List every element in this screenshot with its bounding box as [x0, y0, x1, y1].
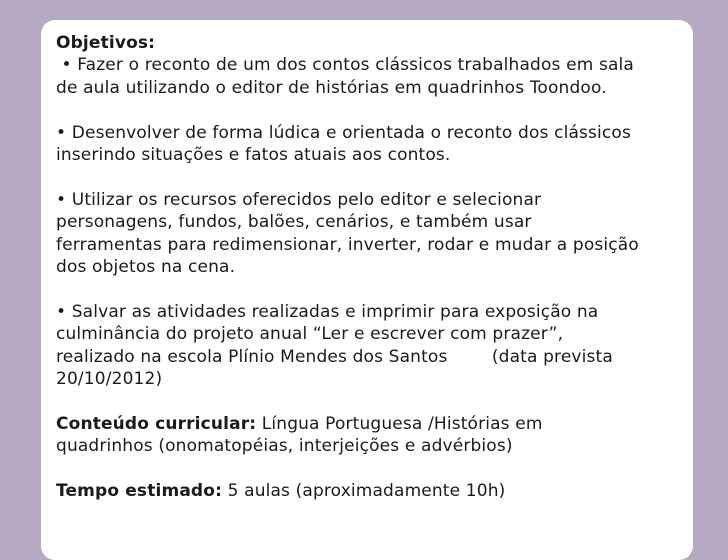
time-value: 5 aulas (aproximadamente 10h) [222, 481, 506, 502]
objective-2-line-2: inserindo situações e fatos atuais aos contos. [56, 145, 451, 166]
time-section [56, 480, 681, 502]
objective-1-line-1: • Fazer o reconto de um dos contos clássicos trabalhados em sala [56, 55, 634, 76]
objective-2-line-1: • Desenvolver de forma lúdica e orientada o reconto dos clássicos [56, 122, 631, 143]
objective-1-line-2: de aula utilizando o editor de histórias em quadrinhos Toondoo. [56, 77, 607, 98]
objective-3-line-4: dos objetos na cena. [56, 257, 236, 278]
objective-item-1 [56, 54, 681, 99]
objective-3-line-3: ferramentas para redimensionar, inverter, rodar e mudar a posição [56, 234, 639, 255]
curriculum-line-2: quadrinhos (onomatopéias, interjeições e advérbios) [56, 436, 513, 457]
objectives-heading: Objetivos: [56, 33, 156, 53]
objective-item-2 [56, 122, 681, 167]
objective-item-3 [56, 189, 681, 279]
objective-4-line-1: • Salvar as atividades realizadas e imprimir para exposição na [56, 301, 599, 322]
objective-4-line-4: 20/10/2012) [56, 369, 163, 390]
curriculum-line-1 [56, 413, 681, 435]
slide-content-area [41, 20, 693, 560]
curriculum-section [56, 413, 681, 458]
objectives-section [56, 32, 681, 99]
objective-item-4 [56, 301, 681, 391]
objective-4-line-2: culminância do projeto anual “Ler e escrever com prazer”, [56, 324, 564, 345]
curriculum-value: Língua Portuguesa /Histórias em [256, 413, 543, 434]
objective-3-line-2: personagens, fundos, balões, cenários, e também usar [56, 212, 532, 233]
time-line [56, 480, 681, 502]
curriculum-label: Conteúdo curricular: [56, 413, 257, 434]
time-label: Tempo estimado: [56, 481, 223, 502]
objective-3-line-1: • Utilizar os recursos oferecidos pelo editor e selecionar [56, 189, 542, 210]
objective-4-line-3: realizado na escola Plínio Mendes dos Santos (data prevista [56, 346, 613, 367]
